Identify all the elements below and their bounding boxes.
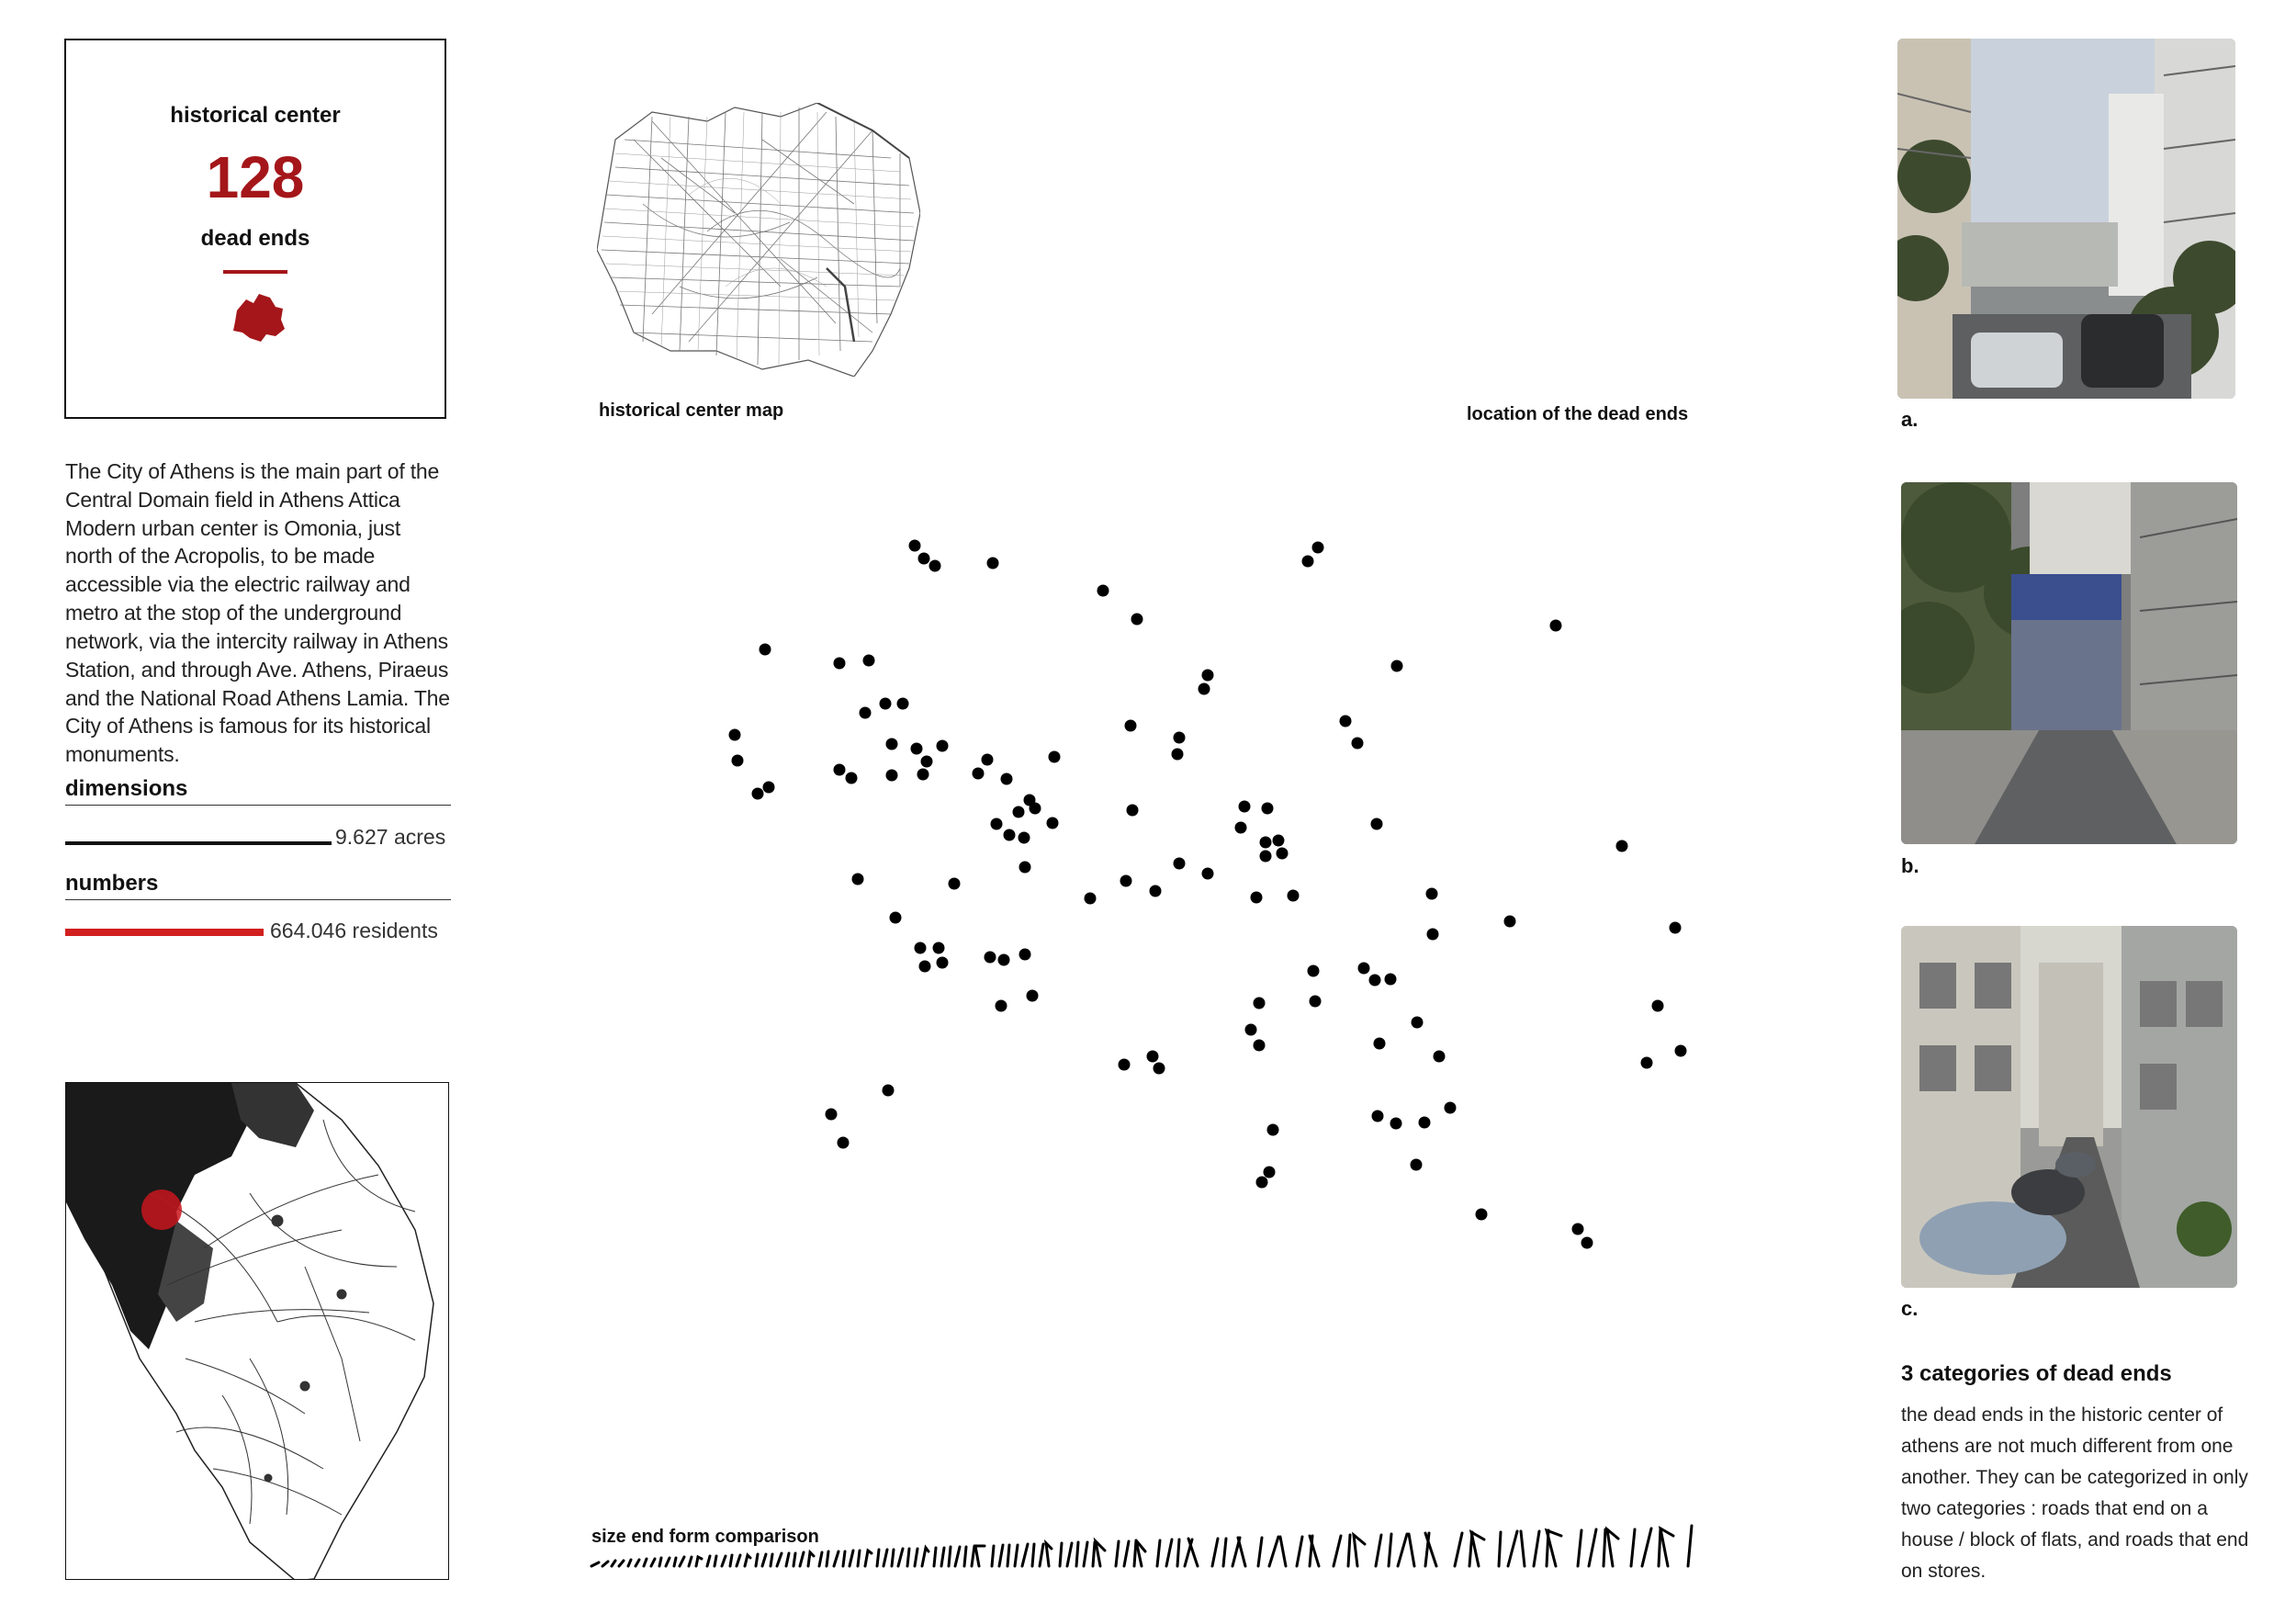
photo-a-caption: a. — [1901, 408, 1919, 431]
dead-end-points — [729, 540, 1687, 1249]
card-subtitle: dead ends — [200, 226, 310, 251]
card-divider — [223, 270, 287, 274]
form-comparison-label: size end form comparison — [591, 1527, 819, 1547]
historical-center-map-label: historical center map — [599, 400, 784, 421]
dead-end-photo-c — [1901, 926, 2237, 1288]
numbers-heading: numbers — [65, 871, 159, 896]
dead-end-photo-a — [1897, 39, 2235, 399]
dead-ends-count: 128 — [206, 144, 305, 210]
dead-end-form-comparison — [588, 1493, 1699, 1568]
card-title: historical center — [170, 103, 341, 128]
residents-bar — [65, 929, 264, 936]
summary-card — [64, 39, 446, 419]
residents-value: 664.046 residents — [270, 919, 438, 942]
dead-ends-location-plot — [698, 514, 1708, 1268]
photo-c-caption: c. — [1901, 1297, 1919, 1320]
attica-locator-map — [65, 1082, 449, 1580]
numbers-divider — [65, 899, 451, 900]
locator-map-icon — [66, 1083, 449, 1580]
categories-title: 3 categories of dead ends — [1901, 1361, 2172, 1386]
city-description: The City of Athens is the main part of the Central Domain field in Athens Attica Modern urban center is Omonia, just north of the Acropolis, to be made accessible via the electric railway and metro at the stop of the underground network, via the intercity railway in Athens Station, and through Ave. Athens, Piraeus and the National Road Athens Lamia. The City of Athens is famous for its historical monuments. — [65, 459, 450, 767]
historical-center-street-map — [597, 103, 920, 377]
dimensions-value: 9.627 acres — [335, 825, 446, 849]
photo-b-caption: b. — [1901, 854, 1919, 877]
categories-description: the dead ends in the historic center of athens are not much different from one another. They can be categorized in only two categories : roads that end on a house / block of flats, and roads that end on stores. — [1901, 1404, 2249, 1583]
dead-end-photo-b — [1901, 482, 2237, 844]
dimensions-divider — [65, 805, 451, 806]
dead-ends-location-label: location of the dead ends — [1467, 404, 1689, 424]
dimensions-bar — [65, 841, 332, 845]
dimensions-heading: dimensions — [65, 776, 188, 801]
historical-center-shape-icon — [230, 290, 287, 344]
